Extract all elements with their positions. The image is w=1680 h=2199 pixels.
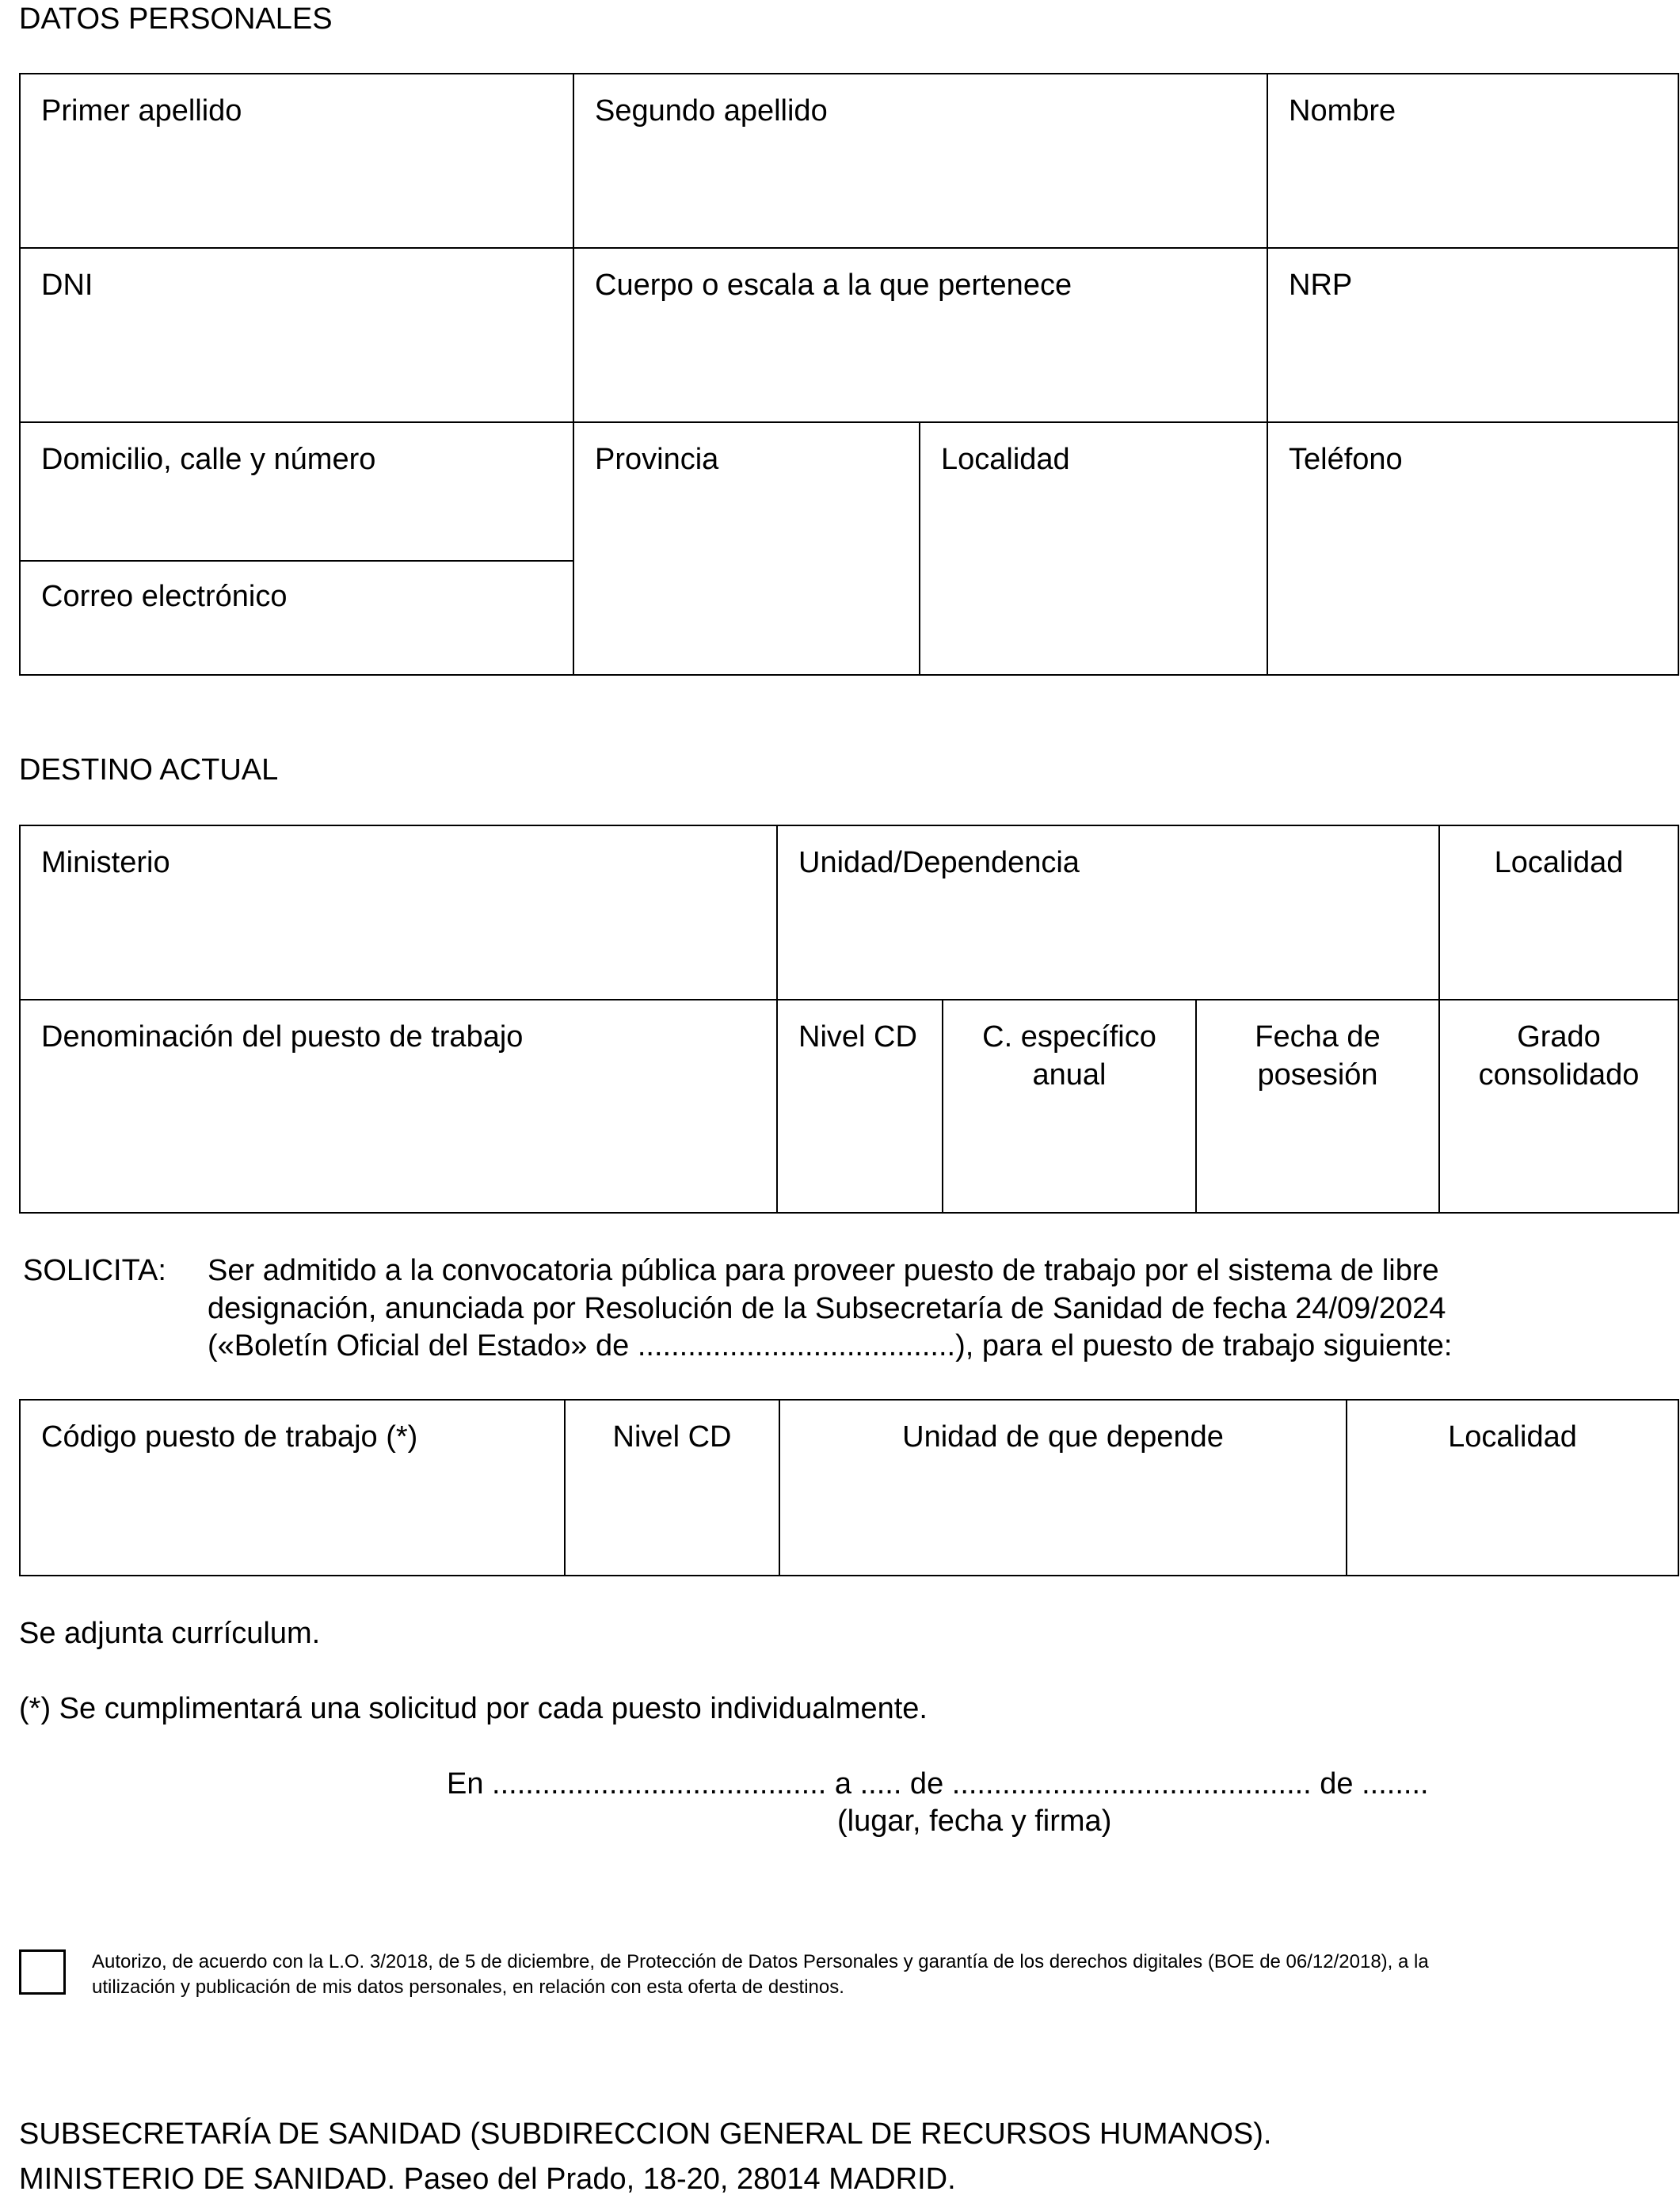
field-nivel-cd-actual[interactable] bbox=[776, 999, 943, 1214]
field-label: Teléfono bbox=[1289, 443, 1403, 476]
field-localidad[interactable] bbox=[919, 421, 1268, 676]
consent-text bbox=[92, 1949, 1668, 2000]
section-title-datos-personales: DATOS PERSONALES bbox=[19, 2, 333, 36]
field-label: Domicilio, calle y número bbox=[41, 443, 376, 476]
field-correo[interactable] bbox=[19, 560, 574, 676]
field-label: Nombre bbox=[1289, 94, 1396, 128]
place-date-hint: (lugar, fecha y firma) bbox=[837, 1805, 1112, 1838]
field-nivel-cd-solicitado[interactable] bbox=[564, 1399, 780, 1576]
field-label: Nivel CD bbox=[612, 1420, 732, 1454]
section-title-destino-actual: DESTINO ACTUAL bbox=[19, 753, 279, 787]
field-cuerpo-escala[interactable] bbox=[573, 247, 1268, 423]
field-primer-apellido[interactable] bbox=[19, 73, 574, 249]
solicita-line: Ser admitido a la convocatoria pública para proveer puesto de trabajo por el sistema de libre bbox=[208, 1254, 1439, 1287]
field-grado-consolidado[interactable] bbox=[1438, 999, 1679, 1214]
field-label: Provincia bbox=[595, 443, 719, 476]
footer-address-line2: MINISTERIO DE SANIDAD. Paseo del Prado, 18-20, 28014 MADRID. bbox=[19, 2163, 956, 2196]
field-localidad-solicitado[interactable] bbox=[1346, 1399, 1679, 1576]
field-label: Nivel CD bbox=[798, 1020, 917, 1054]
field-label: Fecha de bbox=[1255, 1020, 1381, 1054]
field-label: consolidado bbox=[1478, 1058, 1640, 1092]
field-label: anual bbox=[1032, 1058, 1107, 1092]
field-label: DNI bbox=[41, 269, 93, 302]
field-nombre[interactable] bbox=[1267, 73, 1679, 249]
solicita-label: SOLICITA: bbox=[23, 1254, 166, 1287]
solicita-line: («Boletín Oficial del Estado» de ......................................), para el puesto de trabajo siguiente: bbox=[208, 1329, 1453, 1362]
field-fecha-posesion[interactable] bbox=[1195, 999, 1440, 1214]
curriculum-note: Se adjunta currículum. bbox=[19, 1617, 321, 1650]
field-label: Unidad de que depende bbox=[902, 1420, 1224, 1454]
field-telefono[interactable] bbox=[1267, 421, 1679, 676]
field-label: Segundo apellido bbox=[595, 94, 828, 128]
consent-line: utilización y publicación de mis datos personales, en relación con esta oferta de destinos. bbox=[92, 1976, 844, 1998]
field-codigo-puesto[interactable] bbox=[19, 1399, 566, 1576]
individual-note: (*) Se cumplimentará una solicitud por cada puesto individualmente. bbox=[19, 1692, 928, 1725]
field-localidad-destino[interactable] bbox=[1438, 825, 1679, 1000]
field-label: Grado bbox=[1517, 1020, 1601, 1054]
footer-address-line1: SUBSECRETARÍA DE SANIDAD (SUBDIRECCION GENERAL DE RECURSOS HUMANOS). bbox=[19, 2117, 1272, 2151]
place-date-line[interactable]: En ........................................ a ..... de ........................................... de ........ bbox=[447, 1767, 1429, 1801]
field-c-especifico-anual[interactable] bbox=[942, 999, 1197, 1214]
field-label: Código puesto de trabajo (*) bbox=[41, 1420, 418, 1454]
field-unidad-dependencia[interactable] bbox=[776, 825, 1440, 1000]
field-denominacion-puesto[interactable] bbox=[19, 999, 778, 1214]
field-segundo-apellido[interactable] bbox=[573, 73, 1268, 249]
field-label: Localidad bbox=[1448, 1420, 1577, 1454]
field-unidad-de-que-depende[interactable] bbox=[779, 1399, 1347, 1576]
field-label: C. específico bbox=[982, 1020, 1156, 1054]
field-label: posesión bbox=[1257, 1058, 1378, 1092]
field-label: Correo electrónico bbox=[41, 580, 288, 613]
field-domicilio[interactable] bbox=[19, 421, 574, 562]
field-dni[interactable] bbox=[19, 247, 574, 423]
field-label: NRP bbox=[1289, 269, 1353, 302]
field-label: Localidad bbox=[1494, 846, 1624, 879]
field-label: Ministerio bbox=[41, 846, 170, 879]
solicita-line: designación, anunciada por Resolución de la Subsecretaría de Sanidad de fecha 24/09/2024 bbox=[208, 1292, 1446, 1325]
field-label: Unidad/Dependencia bbox=[798, 846, 1080, 879]
field-label: Localidad bbox=[941, 443, 1070, 476]
consent-line: Autorizo, de acuerdo con la L.O. 3/2018, de 5 de diciembre, de Protección de Datos Personales y garantía de los derechos digitales (BOE de 06/12/2018), a la bbox=[92, 1951, 1429, 1972]
field-label: Cuerpo o escala a la que pertenece bbox=[595, 269, 1072, 302]
field-provincia[interactable] bbox=[573, 421, 920, 676]
field-nrp[interactable] bbox=[1267, 247, 1679, 423]
consent-checkbox[interactable] bbox=[19, 1949, 66, 1995]
field-ministerio[interactable] bbox=[19, 825, 778, 1000]
field-label: Primer apellido bbox=[41, 94, 242, 128]
field-label: Denominación del puesto de trabajo bbox=[41, 1020, 524, 1054]
